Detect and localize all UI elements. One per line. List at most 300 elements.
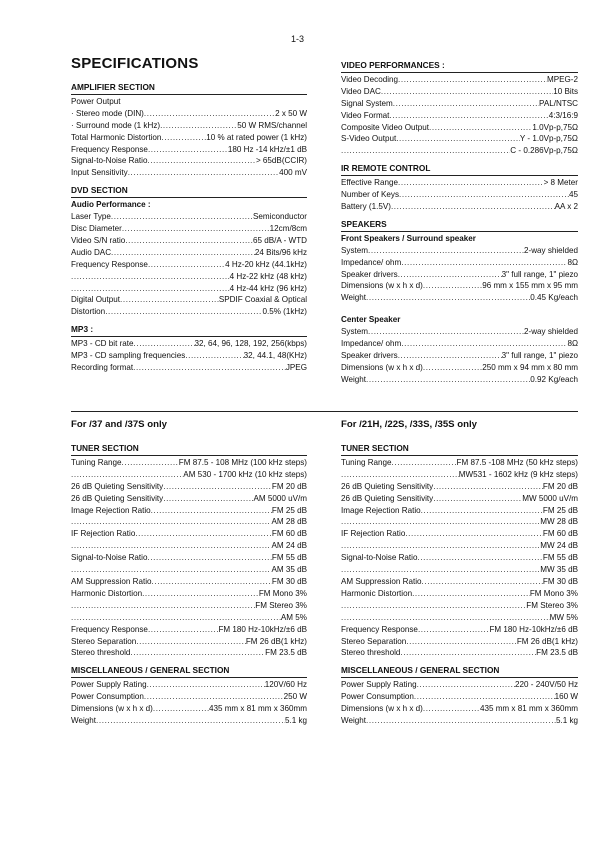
leader-dots bbox=[148, 259, 225, 271]
spec-value: FM 60 dB bbox=[542, 529, 578, 539]
spec-label: IF Rejection Ratio bbox=[341, 529, 406, 539]
spec-label: Number of Keys bbox=[341, 190, 400, 200]
spec-value: 435 mm x 81 mm x 360mm bbox=[479, 704, 578, 714]
spec-label: Laser Type bbox=[71, 212, 111, 222]
leader-dots bbox=[105, 306, 262, 318]
spec-label: · Surround mode (1 kHz) bbox=[71, 120, 161, 130]
section-heading: MISCELLANEOUS / GENERAL SECTION bbox=[341, 665, 578, 678]
leader-dots bbox=[341, 540, 540, 552]
spec-label: Signal-to-Noise Ratio bbox=[71, 156, 148, 166]
section-heading: MISCELLANEOUS / GENERAL SECTION bbox=[71, 665, 307, 678]
spec-value: PAL/NTSC bbox=[539, 98, 578, 108]
spec-value: 45 bbox=[568, 190, 578, 200]
spec-label: Distortion bbox=[71, 307, 106, 317]
spec-row bbox=[71, 703, 307, 715]
spec-row bbox=[341, 122, 578, 134]
section-subheading: Center Speaker bbox=[341, 315, 401, 325]
spec-row bbox=[71, 271, 307, 283]
spec-label: 26 dB Quieting Sensitivity bbox=[341, 493, 434, 503]
spec-value: 435 mm x 81 mm x 360mm bbox=[208, 704, 307, 714]
spec-label: Dimensions (w x h x d) bbox=[71, 704, 153, 714]
spec-row bbox=[341, 528, 578, 540]
spec-label: · Stereo mode (DIN) bbox=[71, 108, 144, 118]
spec-row bbox=[71, 528, 307, 540]
leader-dots bbox=[401, 338, 567, 350]
section-subheading: Front Speakers / Surround speaker bbox=[341, 233, 476, 243]
leader-dots bbox=[144, 108, 275, 120]
spec-label: Impedance/ ohm bbox=[341, 339, 402, 349]
leader-dots bbox=[341, 469, 459, 481]
spec-value: 24 Bits/96 kHz bbox=[254, 247, 307, 257]
leader-dots bbox=[71, 540, 271, 552]
leader-dots bbox=[136, 636, 246, 648]
spec-row bbox=[341, 540, 578, 552]
spec-label: Power Consumption bbox=[341, 692, 414, 702]
spec-value: 4 Hz-22 kHz (48 kHz) bbox=[229, 271, 307, 281]
leader-dots bbox=[71, 600, 255, 612]
spec-value: 8Ω bbox=[567, 339, 578, 349]
spec-section-miscellaneous-general-section bbox=[341, 665, 578, 727]
section-heading: VIDEO PERFORMANCES : bbox=[341, 60, 578, 73]
spec-value: 120V/60 Hz bbox=[264, 680, 307, 690]
spec-value: 32, 64, 96, 128, 192, 256(kbps) bbox=[194, 339, 307, 349]
spec-label: Stereo threshold bbox=[71, 648, 131, 658]
spec-label: Speaker drivers bbox=[341, 269, 398, 279]
spec-value: 0.5% (1kHz) bbox=[262, 307, 307, 317]
leader-dots bbox=[341, 516, 540, 528]
spec-row bbox=[341, 269, 578, 281]
spec-label: Weight bbox=[71, 715, 97, 725]
spec-value: 400 mV bbox=[279, 168, 307, 178]
region-heading-37: For /37 and /37S only bbox=[71, 419, 167, 430]
spec-value: FM 55 dB bbox=[542, 553, 578, 563]
spec-value: FM Mono 3% bbox=[258, 588, 307, 598]
spec-value: FM 60 dB bbox=[271, 529, 307, 539]
spec-label: MP3 - CD bit rate bbox=[71, 339, 134, 349]
spec-value: MPEG-2 bbox=[546, 74, 578, 84]
spec-label: MP3 - CD sampling frequencies bbox=[71, 351, 186, 361]
leader-dots bbox=[429, 122, 532, 134]
spec-value: FM 87.5 -108 MHz (50 kHz steps) bbox=[456, 457, 578, 467]
spec-row bbox=[341, 98, 578, 110]
spec-label: Weight bbox=[341, 293, 367, 303]
spec-row bbox=[341, 74, 578, 86]
leader-dots bbox=[153, 703, 209, 715]
leader-dots bbox=[433, 493, 522, 505]
spec-value: 180 Hz -14 kHz/±1 dB bbox=[227, 144, 307, 154]
leader-dots bbox=[128, 167, 279, 179]
spec-row bbox=[71, 132, 307, 144]
spec-value: 8Ω bbox=[567, 257, 578, 267]
spec-value: AM 24 dB bbox=[271, 541, 307, 551]
spec-value: 3" full range, 1" piezo bbox=[501, 269, 578, 279]
spec-value: 250 W bbox=[283, 692, 307, 702]
leader-dots bbox=[412, 588, 530, 600]
section-heading: TUNER SECTION bbox=[71, 443, 307, 456]
spec-row bbox=[341, 612, 578, 624]
spec-value: 0.45 Kg/each bbox=[530, 293, 578, 303]
leader-dots bbox=[423, 362, 482, 374]
leader-dots bbox=[421, 505, 543, 517]
leader-dots bbox=[147, 679, 265, 691]
leader-dots bbox=[341, 612, 550, 624]
spec-value: 0.92 Kg/each bbox=[530, 374, 578, 384]
spec-row bbox=[71, 588, 307, 600]
spec-row bbox=[71, 211, 307, 223]
leader-dots bbox=[423, 703, 480, 715]
spec-label: Impedance/ ohm bbox=[341, 257, 402, 267]
spec-value: FM 23.5 dB bbox=[536, 648, 578, 658]
leader-dots bbox=[148, 624, 219, 636]
leader-dots bbox=[366, 715, 556, 727]
leader-dots bbox=[163, 481, 272, 493]
section-heading: SPEAKERS bbox=[341, 219, 578, 232]
spec-row bbox=[71, 600, 307, 612]
leader-dots bbox=[381, 86, 553, 98]
spec-value: 10 Bits bbox=[553, 86, 578, 96]
leader-dots bbox=[399, 189, 569, 201]
spec-value: 2 x 50 W bbox=[275, 108, 307, 118]
leader-dots bbox=[152, 576, 272, 588]
leader-dots bbox=[71, 283, 230, 295]
left-top-column bbox=[71, 82, 307, 374]
spec-row bbox=[71, 516, 307, 528]
leader-dots bbox=[147, 552, 271, 564]
spec-label: 26 dB Quieting Sensitivity bbox=[71, 493, 164, 503]
spec-section-miscellaneous-general-section bbox=[71, 665, 307, 727]
spec-label: Digital Output bbox=[71, 295, 121, 305]
leader-dots bbox=[71, 612, 281, 624]
spec-value: FM 30 dB bbox=[271, 576, 307, 586]
spec-label: AM Suppression Ratio bbox=[341, 576, 422, 586]
leader-dots bbox=[398, 177, 544, 189]
spec-value: 220 - 240V/50 Hz bbox=[515, 680, 578, 690]
spec-row bbox=[71, 576, 307, 588]
spec-row bbox=[71, 552, 307, 564]
spec-label: IF Rejection Ratio bbox=[71, 529, 136, 539]
spec-section-speakers bbox=[341, 219, 578, 304]
spec-value: FM 20 dB bbox=[271, 481, 307, 491]
spec-row bbox=[71, 96, 307, 108]
section-heading: DVD SECTION bbox=[71, 185, 307, 198]
spec-value: FM 25 dB bbox=[542, 505, 578, 515]
leader-dots bbox=[405, 528, 543, 540]
leader-dots bbox=[389, 110, 548, 122]
left-bottom-column bbox=[71, 443, 307, 727]
spec-label: Power Supply Rating bbox=[341, 680, 417, 690]
section-heading: AMPLIFIER SECTION bbox=[71, 82, 307, 95]
spec-value: 160 W bbox=[554, 692, 578, 702]
leader-dots bbox=[160, 120, 237, 132]
leader-dots bbox=[163, 493, 253, 505]
spec-row bbox=[71, 636, 307, 648]
spec-row bbox=[341, 493, 578, 505]
leader-dots bbox=[341, 564, 540, 576]
spec-label: Battery (1.5V) bbox=[341, 201, 391, 211]
page-title: SPECIFICATIONS bbox=[71, 55, 199, 72]
leader-dots bbox=[111, 247, 255, 259]
leader-dots bbox=[161, 132, 206, 144]
section-heading: IR REMOTE CONTROL bbox=[341, 163, 578, 176]
leader-dots bbox=[148, 144, 228, 156]
spec-value: FM Stereo 3% bbox=[255, 600, 307, 610]
spec-row bbox=[341, 505, 578, 517]
spec-row bbox=[71, 350, 307, 362]
leader-dots bbox=[368, 245, 524, 257]
spec-row bbox=[71, 155, 307, 167]
leader-dots bbox=[406, 636, 517, 648]
spec-row bbox=[341, 110, 578, 122]
spec-value: 4 Hz-20 kHz (44.1kHz) bbox=[225, 259, 307, 269]
spec-value: 250 mm x 94 mm x 80 mm bbox=[482, 362, 578, 372]
leader-dots bbox=[368, 326, 524, 338]
spec-label: Tuning Range bbox=[341, 457, 392, 467]
spec-section-tuner-section bbox=[71, 443, 307, 659]
leader-dots bbox=[120, 294, 219, 306]
leader-dots bbox=[341, 145, 510, 157]
spec-value: 65 dB/A - WTD bbox=[253, 235, 307, 245]
spec-value: AM 5000 uV/m bbox=[253, 493, 307, 503]
spec-row bbox=[341, 636, 578, 648]
spec-value: AM 530 - 1700 kHz (10 kHz steps) bbox=[183, 469, 307, 479]
spec-value: 96 mm x 155 mm x 95 mm bbox=[482, 281, 578, 291]
spec-value: 5.1 kg bbox=[284, 715, 307, 725]
spec-row bbox=[341, 201, 578, 213]
spec-row bbox=[341, 189, 578, 201]
spec-label: Dimensions (w x h x d) bbox=[341, 281, 423, 291]
spec-row bbox=[341, 177, 578, 189]
spec-value: MW 24 dB bbox=[540, 541, 578, 551]
spec-label: Frequency Response bbox=[71, 144, 148, 154]
spec-value: FM 20 dB bbox=[542, 481, 578, 491]
spec-row bbox=[71, 235, 307, 247]
spec-row bbox=[71, 108, 307, 120]
spec-label: Image Rejection Ratio bbox=[71, 505, 151, 515]
spec-section-mp3 bbox=[71, 324, 307, 374]
spec-row bbox=[71, 259, 307, 271]
spec-row bbox=[341, 338, 578, 350]
section-subheading: Audio Performance : bbox=[71, 200, 151, 210]
spec-label: Frequency Response bbox=[341, 624, 418, 634]
spec-label: Frequency Response bbox=[71, 624, 148, 634]
spec-row bbox=[71, 624, 307, 636]
spec-row bbox=[341, 691, 578, 703]
spec-section-center-speaker bbox=[341, 314, 578, 385]
spec-value: FM Mono 3% bbox=[529, 588, 578, 598]
leader-dots bbox=[122, 457, 179, 469]
spec-value: FM 26 dB(1 kHz) bbox=[245, 636, 307, 646]
spec-row bbox=[71, 647, 307, 659]
spec-value: 3" full range, 1" piezo bbox=[501, 350, 578, 360]
spec-row bbox=[341, 374, 578, 386]
spec-row bbox=[341, 588, 578, 600]
leader-dots bbox=[122, 223, 270, 235]
spec-label: Dimensions (w x h x d) bbox=[341, 704, 423, 714]
spec-label: 26 dB Quieting Sensitivity bbox=[341, 481, 434, 491]
spec-row bbox=[341, 715, 578, 727]
spec-label: Speaker drivers bbox=[341, 350, 398, 360]
spec-label: Harmonic Distortion bbox=[71, 588, 143, 598]
spec-label: Power Supply Rating bbox=[71, 680, 147, 690]
spec-value: 4:3/16:9 bbox=[548, 110, 578, 120]
spec-value: FM 180 Hz-10kHz/±6 dB bbox=[489, 624, 578, 634]
spec-label: Video DAC bbox=[341, 86, 381, 96]
spec-section-video-performances bbox=[341, 60, 578, 157]
leader-dots bbox=[185, 350, 243, 362]
leader-dots bbox=[392, 457, 457, 469]
leader-dots bbox=[144, 691, 284, 703]
spec-row bbox=[71, 362, 307, 374]
spec-label: Harmonic Distortion bbox=[341, 588, 413, 598]
spec-row bbox=[71, 223, 307, 235]
spec-value: Y - 1.0Vp-p,75Ω bbox=[519, 134, 578, 144]
leader-dots bbox=[414, 691, 555, 703]
spec-row bbox=[71, 493, 307, 505]
leader-dots bbox=[134, 338, 195, 350]
spec-value: MW 5000 uV/m bbox=[522, 493, 578, 503]
leader-dots bbox=[366, 292, 530, 304]
spec-row bbox=[341, 576, 578, 588]
spec-value: C - 0.286Vp-p,75Ω bbox=[510, 146, 578, 156]
region-heading-21h: For /21H, /22S, /33S, /35S only bbox=[341, 419, 477, 430]
spec-row bbox=[341, 564, 578, 576]
spec-label: Video Format bbox=[341, 110, 390, 120]
spec-row bbox=[71, 120, 307, 132]
spec-value: 32, 44.1, 48(KHz) bbox=[243, 351, 307, 361]
spec-row bbox=[71, 167, 307, 179]
spec-row bbox=[341, 133, 578, 145]
leader-dots bbox=[417, 552, 542, 564]
spec-label: Signal-to-Noise Ratio bbox=[341, 553, 418, 563]
leader-dots bbox=[396, 133, 520, 145]
spec-value: 10 % at rated power (1 kHz) bbox=[206, 132, 307, 142]
spec-row bbox=[341, 350, 578, 362]
leader-dots bbox=[151, 505, 272, 517]
spec-row bbox=[341, 257, 578, 269]
spec-label: System bbox=[341, 245, 368, 255]
spec-row bbox=[71, 612, 307, 624]
spec-row bbox=[341, 86, 578, 98]
section-heading: TUNER SECTION bbox=[341, 443, 578, 456]
spec-value: Semiconductor bbox=[253, 212, 307, 222]
spec-row bbox=[341, 516, 578, 528]
spec-value: FM 87.5 - 108 MHz (100 kHz steps) bbox=[178, 457, 307, 467]
spec-label: Stereo Separation bbox=[341, 636, 407, 646]
leader-dots bbox=[125, 235, 253, 247]
spec-label: Input Sensitivity bbox=[71, 168, 128, 178]
spec-row bbox=[341, 552, 578, 564]
spec-row bbox=[341, 469, 578, 481]
leader-dots bbox=[400, 647, 536, 659]
spec-value: FM 26 dB(1 kHz) bbox=[516, 636, 578, 646]
spec-row bbox=[341, 624, 578, 636]
spec-row bbox=[71, 540, 307, 552]
spec-row bbox=[341, 245, 578, 257]
spec-value: FM 23.5 dB bbox=[265, 648, 307, 658]
spec-label: Signal System bbox=[341, 98, 393, 108]
leader-dots bbox=[366, 374, 530, 386]
leader-dots bbox=[391, 201, 555, 213]
leader-dots bbox=[423, 280, 482, 292]
leader-dots bbox=[422, 576, 543, 588]
spec-value: FM 180 Hz-10kHz/±6 dB bbox=[218, 624, 307, 634]
right-top-column bbox=[341, 60, 578, 386]
leader-dots bbox=[398, 350, 502, 362]
spec-row bbox=[341, 362, 578, 374]
spec-label: Disc Diameter bbox=[71, 223, 122, 233]
spec-label: Signal-to-Noise Ratio bbox=[71, 553, 148, 563]
spec-row bbox=[71, 144, 307, 156]
spec-value: FM 25 dB bbox=[271, 505, 307, 515]
spec-value: FM Stereo 3% bbox=[526, 600, 578, 610]
spec-row bbox=[341, 457, 578, 469]
spec-label: Stereo Separation bbox=[71, 636, 137, 646]
spec-row bbox=[71, 679, 307, 691]
spec-label: Composite Video Output bbox=[341, 122, 430, 132]
spec-value: 2-way shielded bbox=[524, 245, 578, 255]
spec-row bbox=[71, 457, 307, 469]
spec-value: AM 5% bbox=[280, 612, 307, 622]
page-number: 1-3 bbox=[290, 34, 304, 44]
spec-section-tuner-section bbox=[341, 443, 578, 659]
spec-row bbox=[341, 679, 578, 691]
spec-label: S-Video Output bbox=[341, 134, 397, 144]
spec-section-dvd-section bbox=[71, 185, 307, 318]
leader-dots bbox=[133, 362, 286, 374]
leader-dots bbox=[418, 624, 490, 636]
spec-label: Weight bbox=[341, 374, 367, 384]
spec-label: Frequency Response bbox=[71, 259, 148, 269]
spec-row bbox=[71, 283, 307, 295]
leader-dots bbox=[96, 715, 285, 727]
section-heading: MP3 : bbox=[71, 324, 307, 337]
spec-value: MW 35 dB bbox=[540, 565, 578, 575]
spec-value: MW531 - 1602 kHz (9 kHz steps) bbox=[458, 469, 578, 479]
spec-value: AM 35 dB bbox=[271, 565, 307, 575]
spec-value: AA x 2 bbox=[554, 201, 578, 211]
leader-dots bbox=[71, 469, 183, 481]
spec-value: FM 30 dB bbox=[542, 576, 578, 586]
spec-label: Recording format bbox=[71, 362, 134, 372]
spec-row bbox=[71, 306, 307, 318]
spec-section-ir-remote-control bbox=[341, 163, 578, 213]
leader-dots bbox=[147, 155, 255, 167]
spec-row bbox=[341, 280, 578, 292]
leader-dots bbox=[71, 271, 230, 283]
spec-row bbox=[341, 703, 578, 715]
section-divider bbox=[71, 411, 578, 412]
leader-dots bbox=[142, 588, 259, 600]
leader-dots bbox=[398, 269, 502, 281]
spec-row bbox=[341, 481, 578, 493]
spec-row bbox=[71, 691, 307, 703]
spec-row bbox=[71, 469, 307, 481]
leader-dots bbox=[71, 564, 271, 576]
spec-row bbox=[341, 292, 578, 304]
leader-dots bbox=[433, 481, 543, 493]
leader-dots bbox=[111, 211, 253, 223]
spec-value: MW 28 dB bbox=[540, 517, 578, 527]
right-bottom-column bbox=[341, 443, 578, 727]
spec-row bbox=[71, 481, 307, 493]
spec-label: Weight bbox=[341, 715, 367, 725]
spec-label: Total Harmonic Distortion bbox=[71, 132, 162, 142]
spec-row bbox=[341, 647, 578, 659]
spec-label: Video S/N ratio bbox=[71, 235, 126, 245]
leader-dots bbox=[417, 679, 515, 691]
spec-value: 12cm/8cm bbox=[269, 223, 307, 233]
spec-value: MW 5% bbox=[549, 612, 578, 622]
